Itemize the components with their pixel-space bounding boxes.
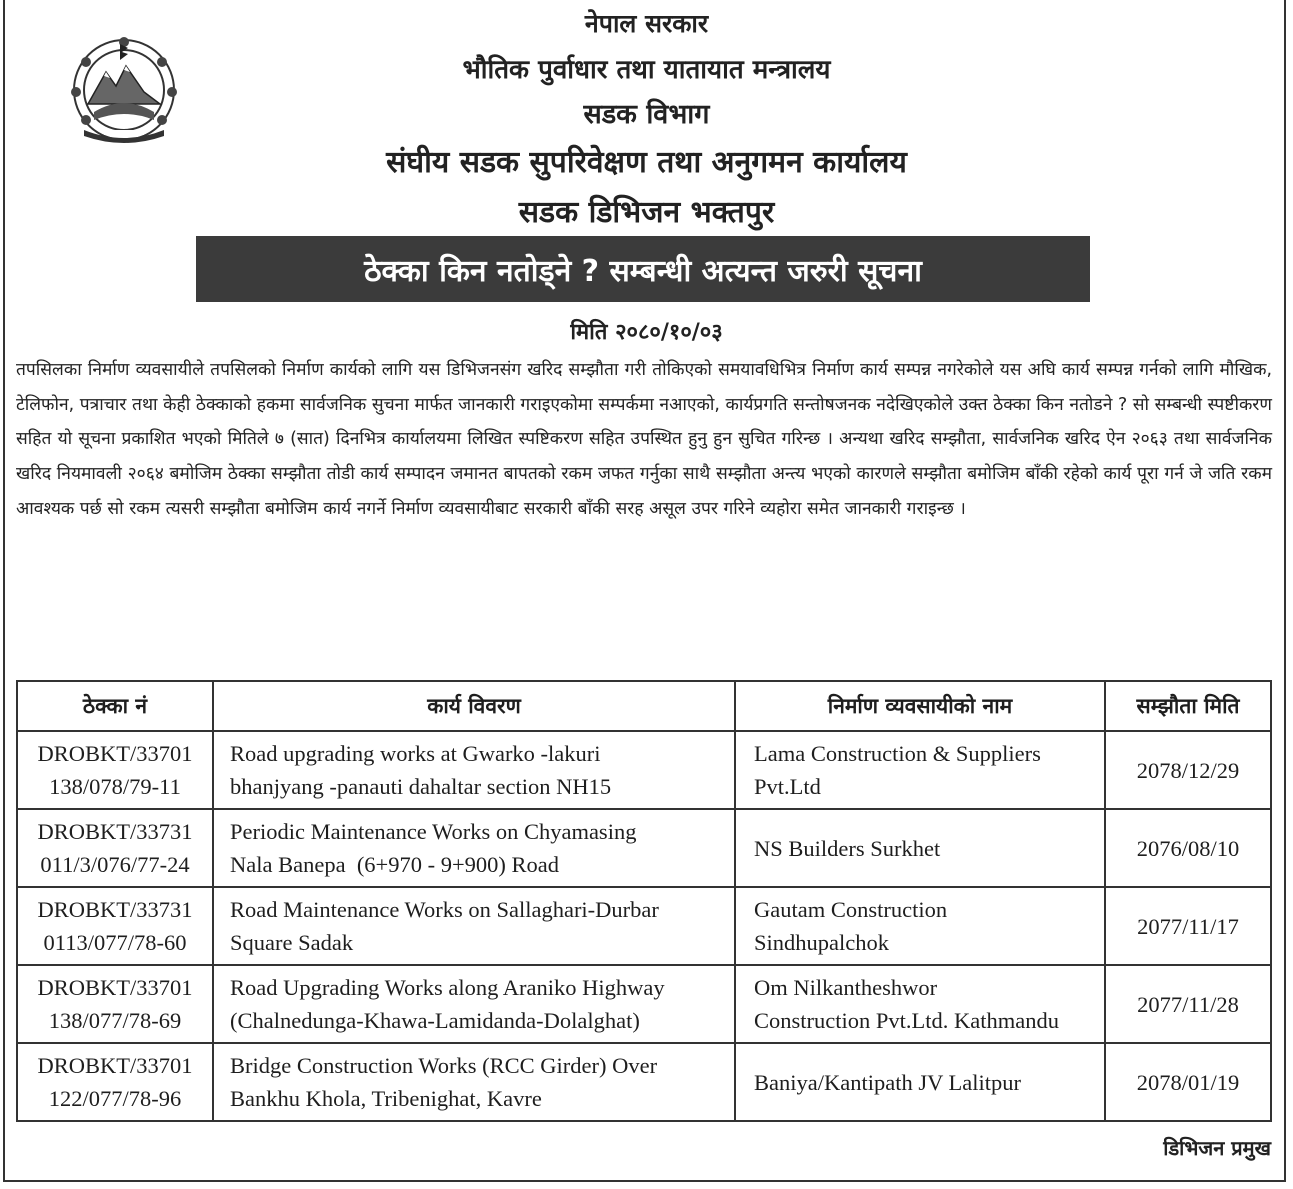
cell-line: Baniya/Kantipath JV Lalitpur xyxy=(754,1069,1022,1095)
header-office: संघीय सडक सुपरिवेक्षण तथा अनुगमन कार्यालय xyxy=(386,145,907,180)
cell-line: Pvt.Ltd xyxy=(754,774,821,799)
cell-description xyxy=(213,887,735,965)
header-department: सडक विभाग xyxy=(583,99,710,130)
cell-agreement-date: 2076/08/10 xyxy=(1105,809,1271,887)
cell-line: Sindhupalchok xyxy=(754,930,889,955)
table-row xyxy=(17,1043,1271,1121)
cell-line: Om Nilkantheshwor xyxy=(754,975,938,1000)
cell-line: DROBKT/33701 xyxy=(37,975,193,1000)
cell-line: Bridge Construction Works (RCC Girder) Over xyxy=(230,1053,658,1078)
cell-contract-no xyxy=(17,965,213,1043)
table-header-row xyxy=(17,681,1271,731)
table-row xyxy=(17,809,1271,887)
cell-line: 122/077/78-96 xyxy=(48,1086,182,1111)
table-row xyxy=(17,731,1271,809)
cell-description xyxy=(213,731,735,809)
cell-contract-no xyxy=(17,1043,213,1121)
cell-contractor xyxy=(735,965,1105,1043)
cell-contractor xyxy=(735,1043,1105,1121)
cell-line: Road upgrading works at Gwarko -lakuri xyxy=(230,741,601,766)
cell-line: DROBKT/33731 xyxy=(37,897,193,922)
cell-line: DROBKT/33701 xyxy=(37,741,193,766)
cell-line: NS Builders Surkhet xyxy=(754,835,941,861)
cell-line: Square Sadak xyxy=(230,930,354,955)
cell-line: 011/3/076/77-24 xyxy=(40,852,190,877)
cell-line: Periodic Maintenance Works on Chyamasing xyxy=(230,819,637,844)
cell-agreement-date: 2078/01/19 xyxy=(1105,1043,1271,1121)
header-division: सडक डिभिजन भक्तपुर xyxy=(518,195,775,230)
cell-line: Road Upgrading Works along Araniko Highway xyxy=(230,975,665,1000)
table-row xyxy=(17,965,1271,1043)
table-row xyxy=(17,887,1271,965)
cell-line: DROBKT/33701 xyxy=(37,1053,193,1078)
header-government: नेपाल सरकार xyxy=(584,9,709,38)
cell-contract-no xyxy=(17,887,213,965)
notice-date: मिति २०८०/१०/०३ xyxy=(570,320,723,345)
signature-division-chief: डिभिजन प्रमुख xyxy=(1163,1136,1271,1160)
cell-line: 0113/077/78-60 xyxy=(43,930,187,955)
cell-line: (Chalnedunga-Khawa-Lamidanda-Dolalghat) xyxy=(230,1008,640,1033)
cell-description xyxy=(213,965,735,1043)
cell-contract-no xyxy=(17,809,213,887)
column-header-agreement-date: सम्झौता मिति xyxy=(1105,681,1271,731)
cell-line: Nala Banepa (6+970 - 9+900) Road xyxy=(230,852,560,877)
notice-title-banner: ठेक्का किन नतोड्ने ? सम्बन्धी अत्यन्त जरुरी सूचना xyxy=(196,236,1090,302)
cell-line: 138/077/78-69 xyxy=(48,1008,182,1033)
cell-description xyxy=(213,1043,735,1121)
cell-line: bhanjyang -panauti dahaltar section NH15 xyxy=(230,774,612,799)
cell-agreement-date: 2077/11/17 xyxy=(1105,887,1271,965)
column-header-description: कार्य विवरण xyxy=(213,681,735,731)
cell-line: Bankhu Khola, Tribenighat, Kavre xyxy=(230,1086,542,1111)
cell-line: Construction Pvt.Ltd. Kathmandu xyxy=(754,1008,1059,1033)
cell-line: Road Maintenance Works on Sallaghari-Durbar xyxy=(230,897,659,922)
cell-agreement-date: 2078/12/29 xyxy=(1105,731,1271,809)
header-ministry: भौतिक पुर्वाधार तथा यातायात मन्त्रालय xyxy=(462,55,831,85)
column-header-contractor: निर्माण व्यवसायीको नाम xyxy=(735,681,1105,731)
notice-body: तपसिलका निर्माण व्यवसायीले तपसिलको निर्माण कार्यको लागि यस डिभिजनसंग खरिद सम्झौता गरी तोकिएको समयावधिभित्र निर्माण कार्य सम्पन्न नगरेकोले यस अघि कार्य सम्पन्न गर्नको लागि मौखिक, टेलिफोन, पत्राचार तथा केही ठेक्काको हकमा सार्वजनिक सुचना मार्फत जानकारी गराइएकोमा सम्पर्कमा नआएको, कार्यप्रगति सन्तोषजनक नदेखिएकोले उक्त ठेक्का किन नतोडने ? सो सम्बन्धी स्पष्टीकरण सहित यो सूचना प्रकाशित भएको मितिले ७ (सात) दिनभित्र कार्यालयमा लिखित स्पष्टिकरण सहित उपस्थित हुनु हुन सुचित गरिन्छ । अन्यथा खरिद सम्झौता, सार्वजनिक खरिद ऐन २०६३ तथा सार्वजनिक खरिद नियमावली २०६४ बमोजिम ठेक्का सम्झौता तोडी कार्य सम्पादन जमानत बापतको रकम जफत गर्नुका साथै सम्झौता अन्त्य भएको कारणले सम्झौता बमोजिम बाँकी रहेको कार्य पूरा गर्न जे जति रकम आवश्यक पर्छ सो रकम त्यसरी सम्झौता बमोजिम कार्य नगर्ने निर्माण व्यवसायीबाट सरकारी बाँकी सरह असूल उपर गरिने व्यहोरा समेत जानकारी गराइन्छ । xyxy=(16,360,1272,519)
cell-contractor xyxy=(735,731,1105,809)
cell-contractor xyxy=(735,809,1105,887)
column-header-contract-no: ठेक्का नं xyxy=(17,681,213,731)
cell-line: DROBKT/33731 xyxy=(37,819,193,844)
cell-line: Gautam Construction xyxy=(754,897,948,922)
cell-line: Lama Construction & Suppliers xyxy=(754,741,1041,766)
cell-contract-no xyxy=(17,731,213,809)
cell-agreement-date: 2077/11/28 xyxy=(1105,965,1271,1043)
cell-contractor xyxy=(735,887,1105,965)
cell-line: 138/078/79-11 xyxy=(49,774,181,799)
contracts-table xyxy=(16,680,1272,1122)
cell-description xyxy=(213,809,735,887)
